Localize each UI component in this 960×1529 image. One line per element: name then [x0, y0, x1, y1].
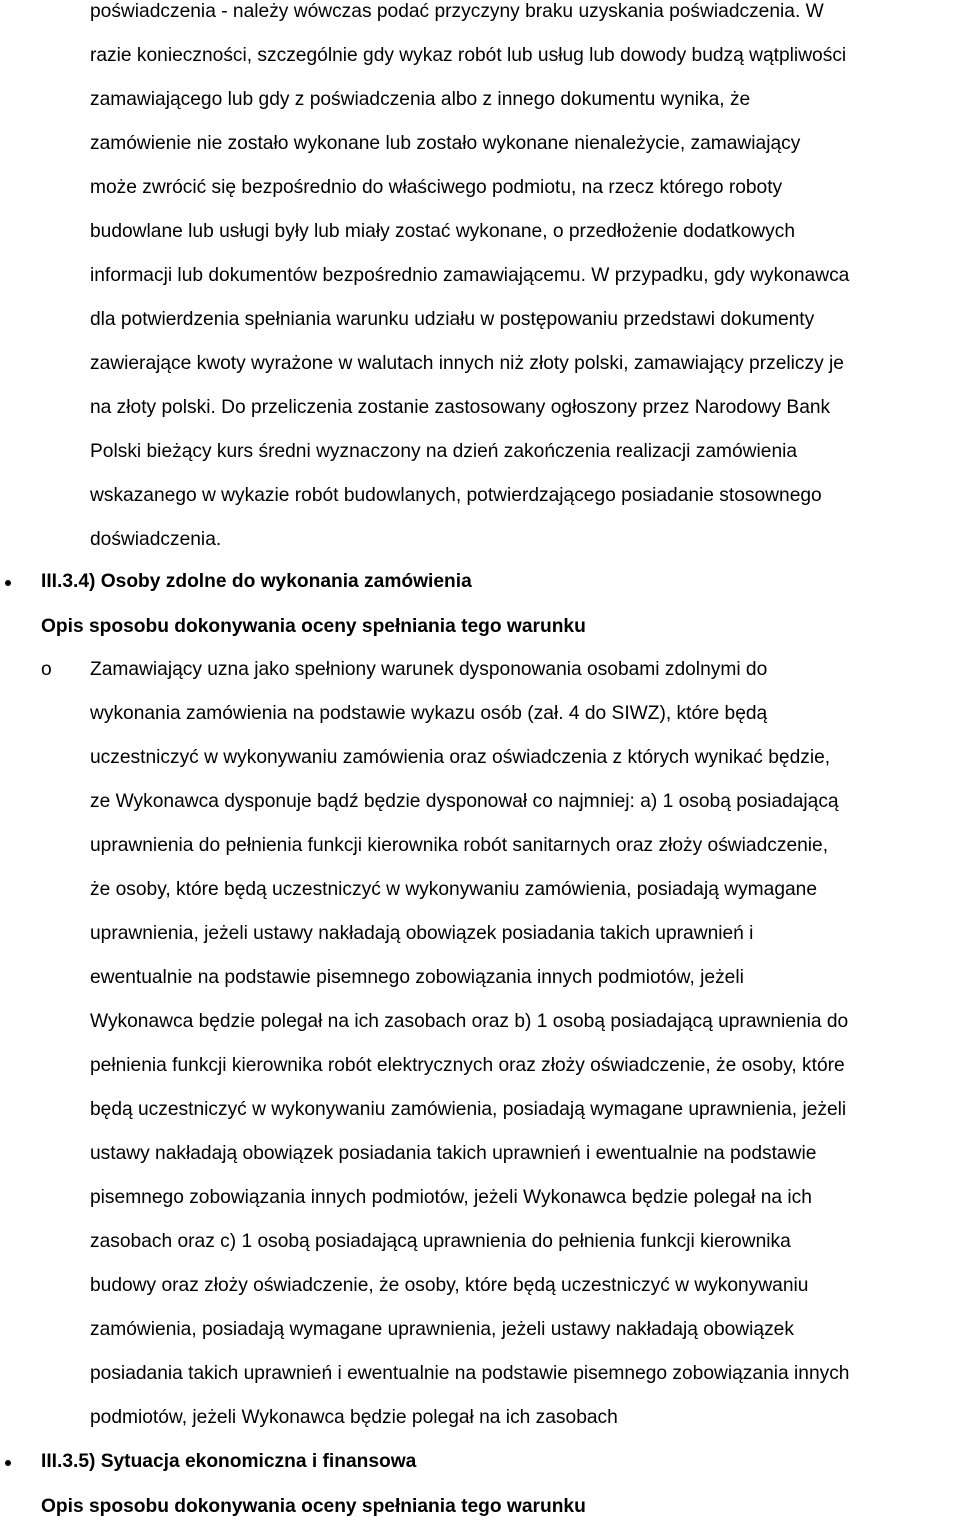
bullet-icon	[5, 580, 11, 586]
paragraph-line: wskazanego w wykazie robót budowlanych, potwierdzającego posiadanie stosownego	[90, 485, 822, 506]
paragraph-line: ze Wykonawca dysponuje bądź będzie dysponował co najmniej: a) 1 osobą posiadającą	[90, 791, 839, 812]
paragraph-line: informacji lub dokumentów bezpośrednio zamawiającemu. W przypadku, gdy wykonawca	[90, 265, 850, 286]
paragraph-line: że osoby, które będą uczestniczyć w wykonywaniu zamówienia, posiadają wymagane	[90, 879, 818, 900]
paragraph-line: zamówienia, posiadają wymagane uprawnienia, jeżeli ustawy nakładają obowiązek	[90, 1319, 794, 1340]
paragraph-line: zasobach oraz c) 1 osobą posiadającą uprawnienia do pełnienia funkcji kierownika	[90, 1231, 791, 1252]
paragraph-line: ewentualnie na podstawie pisemnego zobowiązania innych podmiotów, jeżeli	[90, 967, 744, 988]
paragraph-line: ustawy nakładają obowiązek posiadania takich uprawnień i ewentualnie na podstawie	[90, 1143, 817, 1164]
section-3-3-4-header	[0, 560, 960, 604]
section-subheading: Opis sposobu dokonywania oceny spełniania tego warunku	[41, 1496, 586, 1517]
paragraph-line: będą uczestniczyć w wykonywaniu zamówienia, posiadają wymagane uprawnienia, jeżeli	[90, 1099, 847, 1120]
paragraph-line: uprawnienia, jeżeli ustawy nakładają obowiązek posiadania takich uprawnień i	[90, 923, 754, 944]
persons-requirement-text	[90, 648, 958, 1440]
paragraph-line: zawierające kwoty wyrażone w walutach innych niż złoty polski, zamawiający przeliczy je	[90, 353, 844, 374]
paragraph-line: pełnienia funkcji kierownika robót elektrycznych oraz złoży oświadczenie, że osoby, które	[90, 1055, 845, 1076]
paragraph-line: poświadczenia - należy wówczas podać przyczyny braku uzyskania poświadczenia. W	[90, 1, 824, 22]
section-title: III.3.4) Osoby zdolne do wykonania zamówienia	[41, 571, 472, 592]
paragraph-line: posiadania takich uprawnień i ewentualnie na podstawie pisemnego zobowiązania innych	[90, 1363, 850, 1384]
paragraph-line: może zwrócić się bezpośrednio do właściwego podmiotu, na rzecz którego roboty	[90, 177, 783, 198]
list-marker: o	[41, 659, 52, 680]
intro-paragraph	[90, 0, 958, 562]
section-3-3-5-header	[0, 1440, 960, 1484]
paragraph-line: zamówienie nie zostało wykonane lub zostało wykonane nienależycie, zamawiający	[90, 133, 801, 154]
paragraph-line: uczestniczyć w wykonywaniu zamówienia oraz oświadczenia z których wynikać będzie,	[90, 747, 831, 768]
paragraph-line: Zamawiający uzna jako spełniony warunek dysponowania osobami zdolnymi do	[90, 659, 768, 680]
paragraph-line: na złoty polski. Do przeliczenia zostanie zastosowany ogłoszony przez Narodowy Bank	[90, 397, 831, 418]
paragraph-line: uprawnienia do pełnienia funkcji kierownika robót sanitarnych oraz złoży oświadczenie,	[90, 835, 829, 856]
paragraph-line: budowlane lub usługi były lub miały zostać wykonane, o przedłożenie dodatkowych	[90, 221, 796, 242]
paragraph-line: Polski bieżący kurs średni wyznaczony na dzień zakończenia realizacji zamówienia	[90, 441, 798, 462]
paragraph-line: wykonania zamówienia na podstawie wykazu osób (zał. 4 do SIWZ), które będą	[90, 703, 768, 724]
paragraph-line: razie konieczności, szczególnie gdy wykaz robót lub usług lub dowody budzą wątpliwości	[90, 45, 847, 66]
paragraph-line: zamawiającego lub gdy z poświadczenia albo z innego dokumentu wynika, że	[90, 89, 751, 110]
section-title: III.3.5) Sytuacja ekonomiczna i finansowa	[41, 1451, 417, 1472]
bullet-icon	[5, 1460, 11, 1466]
paragraph-line: dla potwierdzenia spełniania warunku udziału w postępowaniu przedstawi dokumenty	[90, 309, 815, 330]
paragraph-line: budowy oraz złoży oświadczenie, że osoby, które będą uczestniczyć w wykonywaniu	[90, 1275, 809, 1296]
section-subheading: Opis sposobu dokonywania oceny spełniania tego warunku	[41, 616, 586, 637]
paragraph-line: doświadczenia.	[90, 529, 222, 550]
paragraph-line: Wykonawca będzie polegał na ich zasobach oraz b) 1 osobą posiadającą uprawnienia do	[90, 1011, 849, 1032]
paragraph-line: pisemnego zobowiązania innych podmiotów, jeżeli Wykonawca będzie polegał na ich	[90, 1187, 812, 1208]
paragraph-line: podmiotów, jeżeli Wykonawca będzie polegał na ich zasobach	[90, 1407, 618, 1428]
